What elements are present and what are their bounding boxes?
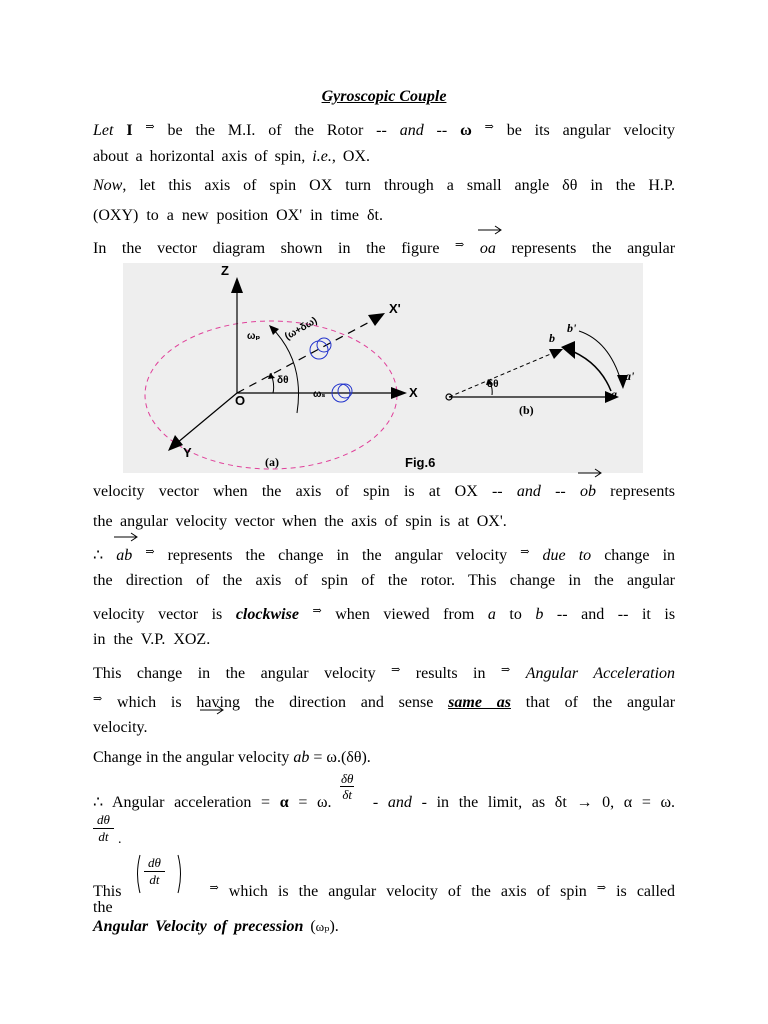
y-axis: [177, 393, 237, 443]
vector-diagram: [123, 263, 643, 473]
text-line: Angular Velocity of precession (ωₚ).: [93, 918, 339, 935]
vector-ob: [449, 353, 553, 397]
figure-6: [123, 263, 643, 473]
omega-p-label: ωₚ: [247, 331, 261, 342]
vector-arrow-icon: [114, 533, 140, 541]
page-title: Gyroscopic Couple: [321, 88, 447, 105]
text-line: ⇒ which is having the direction and sense same as that of the angular: [93, 693, 676, 711]
z-label: Z: [221, 263, 229, 278]
vector-arrow-icon: [478, 226, 504, 234]
omega-s-label: ωₛ: [313, 389, 326, 400]
fraction-d-theta-over-dt: $\frac{d\theta}{dt}$: [144, 855, 165, 888]
text-line: In the vector diagram shown in the figure ⇒ oa represents the angular: [93, 235, 675, 259]
point-a-label: a: [611, 387, 617, 401]
vector-arrow-icon: [578, 469, 604, 477]
x-prime-label: X': [389, 301, 401, 316]
text-line: velocity vector is clockwise ⇒ when viewed from a to b -- and -- it is: [93, 605, 676, 623]
vector-a-prime-b-prime-arc: [579, 331, 621, 381]
vector-ab: ab: [116, 546, 132, 566]
delta-theta-b-label: δθ: [487, 379, 499, 390]
vector-oa: oa: [480, 239, 496, 259]
period: .: [118, 832, 122, 847]
text-line: the angular velocity vector when the axis of spin is at OX'.: [93, 513, 507, 530]
omega-plus-label: (ω+δω): [283, 315, 320, 343]
text-line: the: [93, 899, 113, 916]
x-label: X: [409, 385, 418, 400]
text-line: ∴ ab ⇒ represents the change in the angular velocity ⇒ due to change in: [93, 542, 675, 566]
point-a-prime-label: a': [625, 369, 635, 383]
text-line: velocity.: [93, 719, 148, 736]
vector-arrow-icon: [200, 706, 226, 714]
text-line: about a horizontal axis of spin, i.e., OX.: [93, 148, 370, 165]
text-line: in the V.P. XOZ.: [93, 631, 211, 648]
point-b-prime-label: b': [567, 321, 577, 335]
y-label: Y: [183, 445, 192, 460]
text-line: Now, let this axis of spin OX turn through a small angle δθ in the H.P.: [93, 177, 675, 194]
text-line: ∴ Angular acceleration = α = ω. - and - in the limit, as δt → 0, α = ω.: [93, 794, 676, 811]
text-line: velocity vector when the axis of spin is at OX -- and -- ob represents: [93, 482, 675, 502]
fraction-delta-theta-over-delta-t: $\frac{\delta\theta}{\delta t}$: [341, 771, 354, 802]
text-line: Change in the angular velocity ab = ω.(δθ).: [93, 748, 675, 768]
text-line: This ⇒ which is the angular velocity of the axis of spin ⇒ is called: [93, 882, 676, 900]
part-a-label: (a): [265, 455, 279, 469]
point-b-label: b: [549, 331, 555, 345]
part-b-label: (b): [519, 403, 534, 417]
text-line: Let I ⇒ be the M.I. of the Rotor -- and -- ω ⇒ be its angular velocity: [93, 121, 676, 139]
fig-caption: Fig.6: [405, 455, 436, 470]
text-line: (OXY) to a new position OX' in time δt.: [93, 207, 383, 224]
delta-theta-a-label: δθ: [277, 375, 289, 386]
vector-ob: ob: [580, 482, 596, 502]
vector-ab: ab: [293, 748, 309, 768]
text-line: This change in the angular velocity ⇒ results in ⇒ Angular Acceleration: [93, 664, 676, 682]
text-line: the direction of the axis of spin of the rotor. This change in the angular: [93, 572, 675, 589]
omega-p-arc: [271, 327, 299, 413]
fraction-d-theta-over-dt: $\frac{d\theta}{dt}$: [93, 812, 114, 845]
origin-label: O: [235, 393, 246, 408]
